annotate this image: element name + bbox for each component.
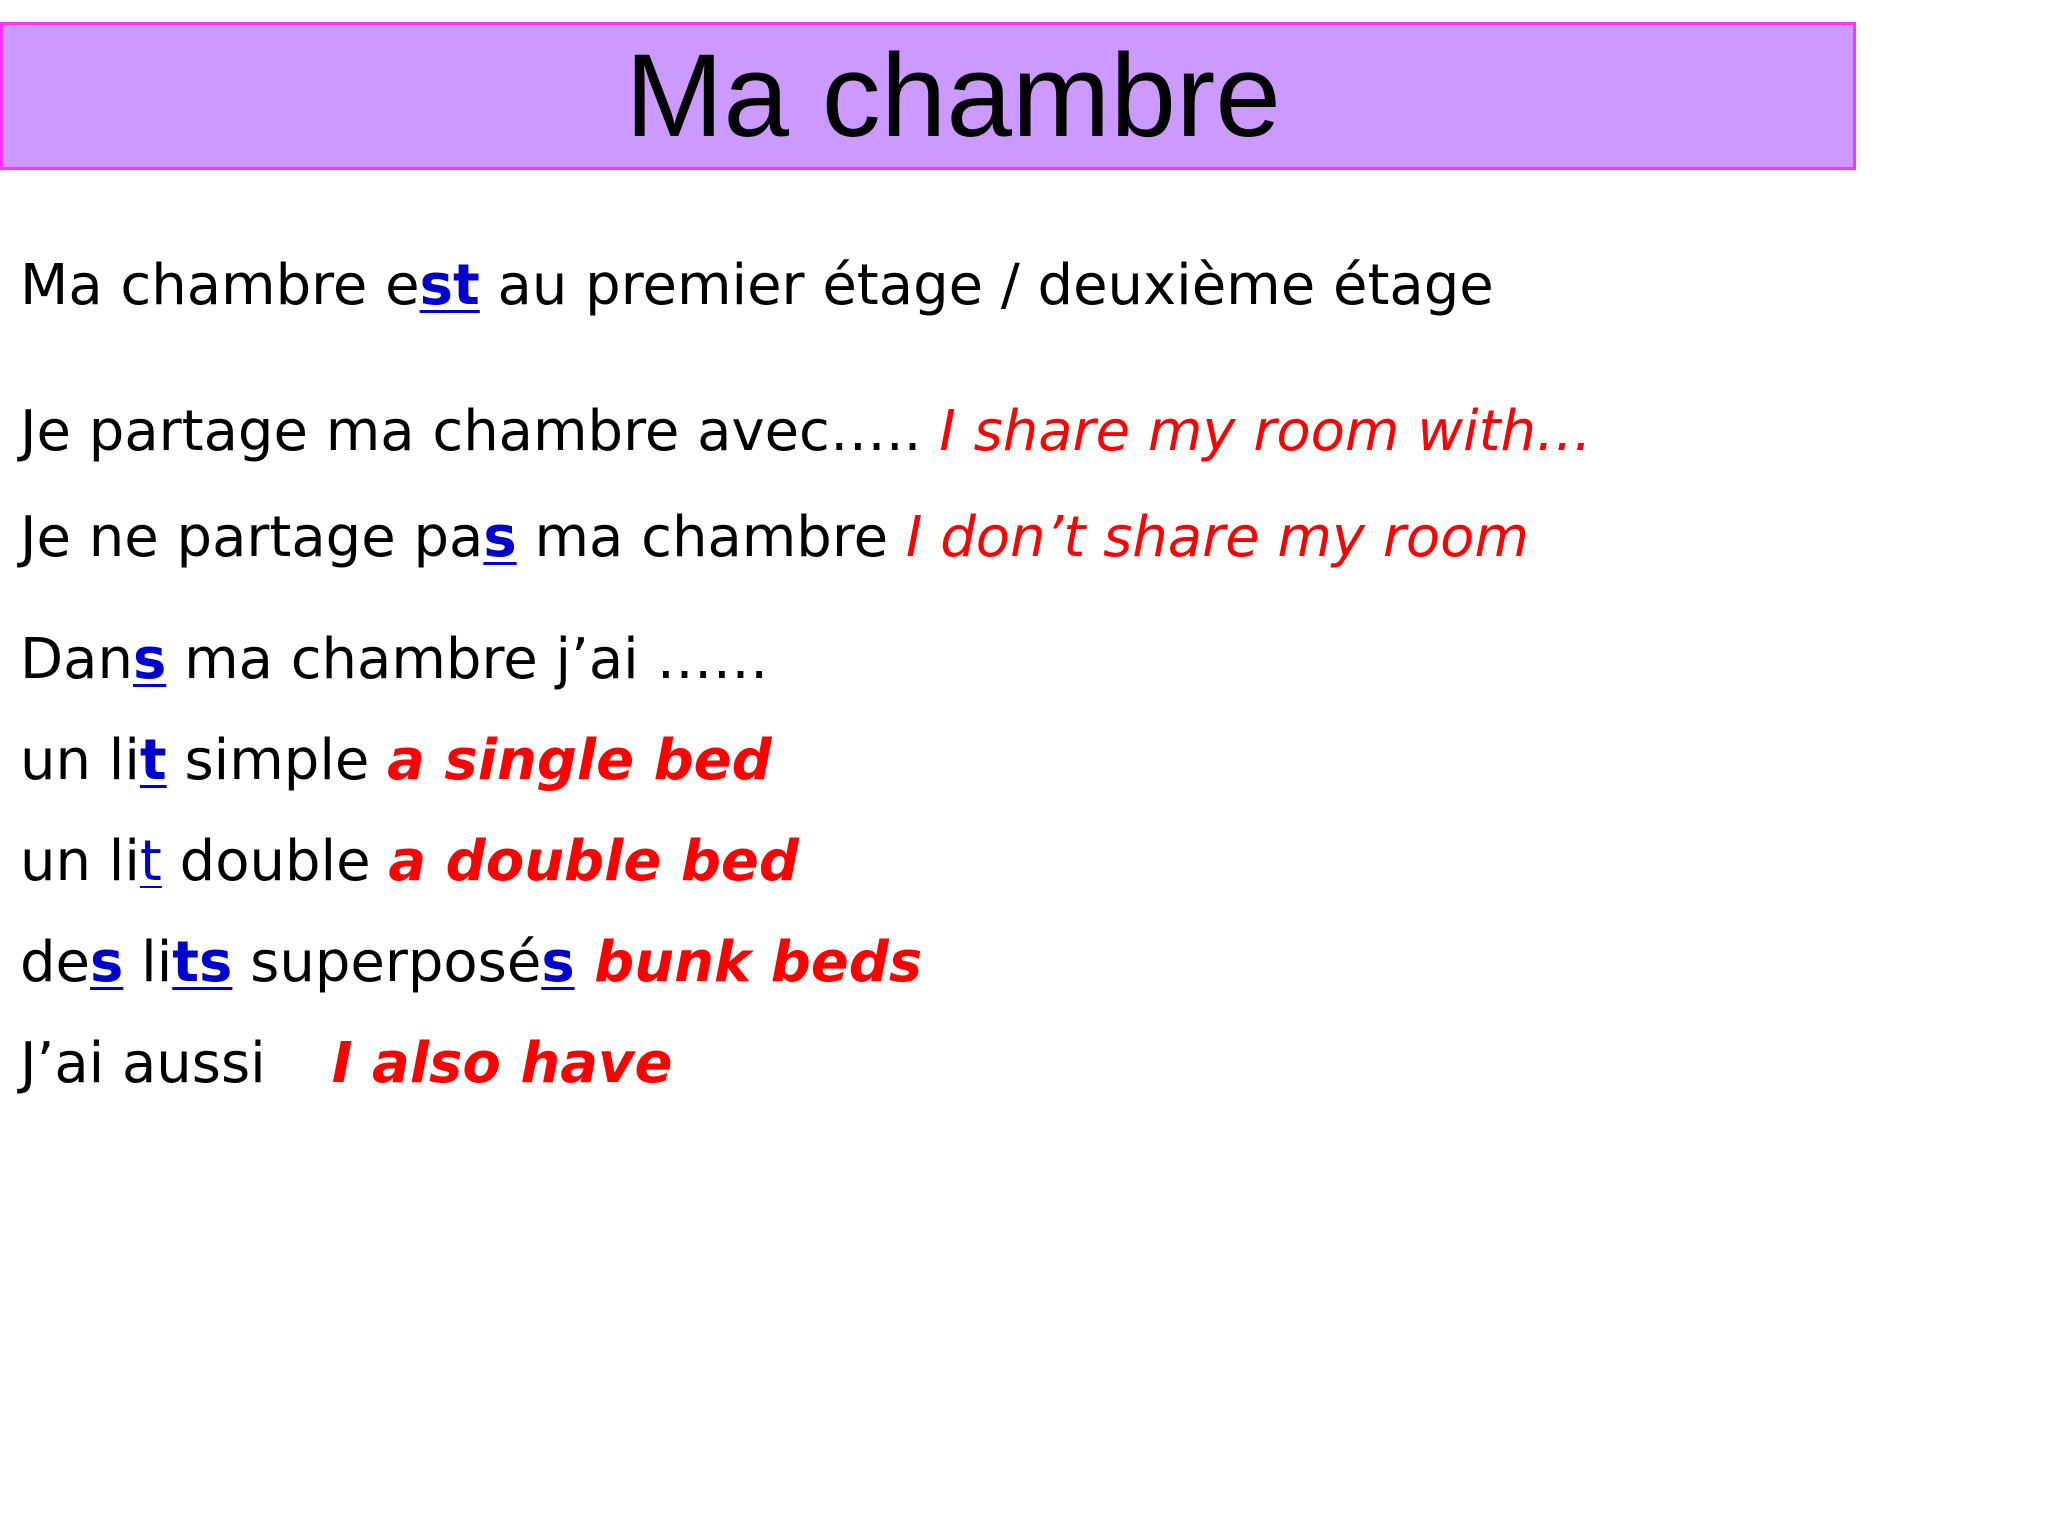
double-bed-text-start: un li <box>20 829 140 894</box>
line-bunk-beds <box>20 930 923 995</box>
not-share-english: I don’t share my room <box>905 505 1529 570</box>
line-floor <box>20 253 1494 318</box>
bunk-beds-highlight-2: ts <box>172 930 233 995</box>
line-in-room <box>20 627 769 692</box>
floor-text-start: Ma chambre e <box>20 253 420 318</box>
also-have-french: J’ai aussi <box>20 1031 266 1096</box>
bunk-beds-english: bunk beds <box>574 930 923 995</box>
line-also-have <box>20 1031 673 1096</box>
floor-text-end: au premier étage / deuxième étage <box>479 253 1494 318</box>
share-french: Je partage ma chambre avec….. <box>20 399 940 464</box>
not-share-highlight: s <box>483 505 517 570</box>
single-bed-text-end: simple <box>166 728 388 793</box>
line-share <box>20 399 1593 464</box>
single-bed-text-start: un li <box>20 728 140 793</box>
single-bed-highlight: t <box>139 728 167 793</box>
double-bed-english: a double bed <box>388 829 799 894</box>
line-double-bed <box>20 829 799 894</box>
in-room-highlight: s <box>132 627 167 692</box>
slide-title: Ma chambre <box>625 30 1281 162</box>
bunk-beds-text-3: superposé <box>232 930 542 995</box>
not-share-text-end: ma chambre <box>516 505 906 570</box>
line-not-share <box>20 505 1529 570</box>
in-room-text-end: ma chambre j’ai …… <box>166 627 769 692</box>
in-room-text-start: Dan <box>20 627 133 692</box>
bunk-beds-highlight-1: s <box>90 930 124 995</box>
double-bed-highlight: t <box>139 829 162 894</box>
single-bed-english: a single bed <box>387 728 772 793</box>
bunk-beds-highlight-3: s <box>541 930 575 995</box>
also-have-english: I also have <box>331 1031 673 1096</box>
title-banner <box>0 22 1856 170</box>
double-bed-text-end: double <box>161 829 389 894</box>
bunk-beds-text-1: de <box>20 930 90 995</box>
line-single-bed <box>20 728 772 793</box>
bunk-beds-text-2: li <box>123 930 173 995</box>
not-share-text-start: Je ne partage pa <box>20 505 484 570</box>
floor-highlight: st <box>419 253 480 318</box>
share-english: I share my room with… <box>939 399 1593 464</box>
